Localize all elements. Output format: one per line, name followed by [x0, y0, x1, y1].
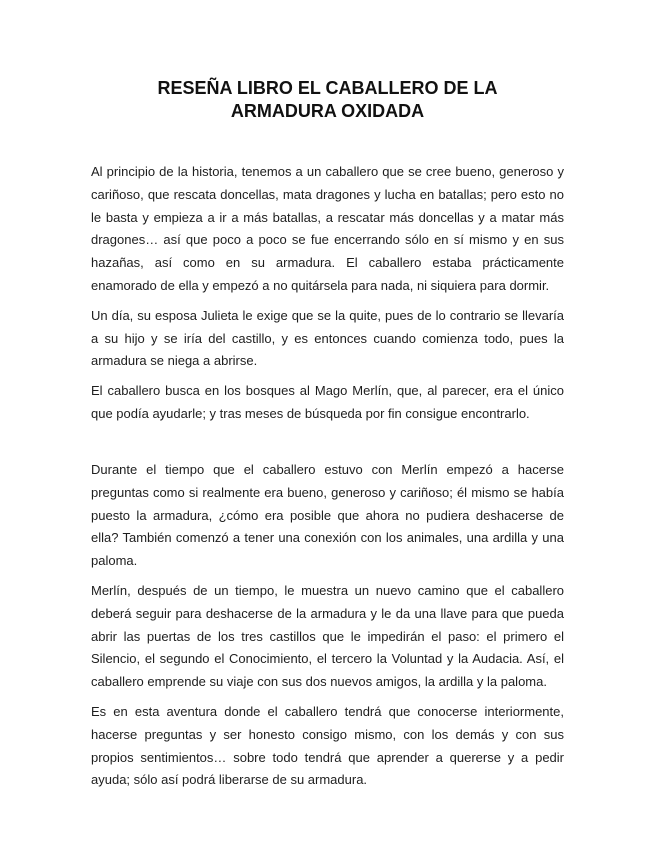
document-title [0, 77, 655, 123]
title-line-2: ARMADURA OXIDADA [230, 101, 425, 121]
paragraph-5: Merlín, después de un tiempo, le muestra un nuevo camino que el caballero deberá seguir para deshacerse de la armadura y le da una llave para que pueda abrir las puertas de los tres castillos que le impedirán el paso: el primero el Silencio, el segundo el Conocimiento, el tercero la Voluntad y la Audacia. Así, el caballero emprende su viaje con sus dos nuevos amigos, la ardilla y la paloma. [91, 582, 564, 690]
paragraph-4: Durante el tiempo que el caballero estuvo con Merlín empezó a hacerse preguntas como si realmente era bueno, generoso y cariñoso; él mismo se había puesto la armadura, ¿cómo era posible que ahora no pudiera deshacerse de ella? También comenzó a tener una conexión con los animales, una ardilla y una paloma. [91, 462, 564, 569]
title-line-1: RESEÑA LIBRO EL CABALLERO DE LA [157, 78, 498, 98]
paragraph-2: Un día, su esposa Julieta le exige que se la quite, pues de lo contrario se llevaría a su hijo y se iría del castillo, y es entonces cuando comienza todo, pues la armadura se niega a abrirse. [91, 307, 564, 369]
document-body-part-2 [91, 459, 564, 799]
paragraph-3: El caballero busca en los bosques al Mago Merlín, que, al parecer, era el único que podía ayudarle; y tras meses de búsqueda por fin consigue encontrarlo. [91, 383, 564, 421]
paragraph-1: Al principio de la historia, tenemos a un caballero que se cree bueno, generoso y cariñoso, que rescata doncellas, mata dragones y lucha en batallas; pero esto no le basta y empieza a ir a más batallas, a rescatar más doncellas y a matar más dragones… así que poco a poco se fue encerrando sólo en sí mismo y en sus hazañas, así como en su armadura. El caballero estaba prácticamente enamorado de ella y empezó a no quitársela para nada, ni siquiera para dormir. [91, 164, 564, 293]
paragraph-6: Es en esta aventura donde el caballero tendrá que conocerse interiormente, hacerse preguntas y ser honesto consigo mismo, con los demás y con sus propios sentimientos… sobre todo tendrá que aprender a quererse y a pedir ayuda; sólo así podrá liberarse de su armadura. [91, 703, 564, 788]
document-body-part-1 [91, 161, 564, 433]
